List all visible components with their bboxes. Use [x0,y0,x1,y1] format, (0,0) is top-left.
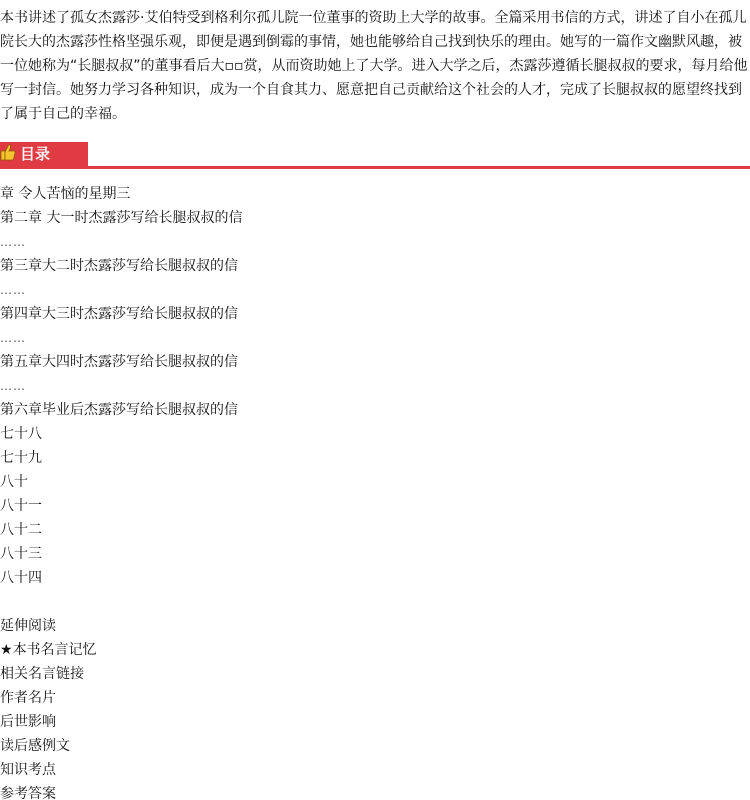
table-of-contents [0,182,750,590]
toc-item[interactable]: 第四章大三时杰露莎写给长腿叔叔的信 [0,306,238,322]
toc-item[interactable]: 八十 [0,474,28,490]
toc-ellipsis: …… [0,283,26,297]
toc-item[interactable]: 章 令人苦恼的星期三 [0,186,131,202]
extra-item-exam-points[interactable]: 知识考点 [0,762,56,778]
section-divider [0,166,750,169]
toc-item[interactable]: 八十一 [0,498,42,514]
toc-ellipsis: …… [0,379,26,393]
extra-item-quotes[interactable] [0,638,750,662]
toc-item[interactable]: 第二章 大一时杰露莎写给长腿叔叔的信 [0,210,243,226]
toc-item[interactable]: 八十三 [0,546,42,562]
toc-section-header [0,142,750,170]
toc-item[interactable]: 七十九 [0,450,42,466]
toc-item[interactable]: 第六章毕业后杰露莎写给长腿叔叔的信 [0,402,238,418]
extra-item-author-card[interactable]: 作者名片 [0,690,56,706]
extra-item-sample-essay[interactable]: 读后感例文 [0,738,70,754]
toc-item[interactable]: 八十二 [0,522,42,538]
extra-item-answers[interactable]: 参考答案 [0,786,56,800]
toc-title: 目录 [20,145,51,163]
toc-item[interactable]: 第五章大四时杰露莎写给长腿叔叔的信 [0,354,238,370]
toc-item[interactable]: 七十八 [0,426,42,442]
extended-reading-list [0,614,750,800]
extra-item-extended-reading[interactable]: 延伸阅读 [0,618,56,634]
thumbs-up-icon [0,143,16,161]
toc-tab [0,142,88,166]
extra-item-influence[interactable]: 后世影响 [0,714,56,730]
star-icon: ★ [0,642,13,658]
extra-item-label: 本书名言记忆 [12,642,97,658]
toc-item[interactable]: 八十四 [0,570,42,586]
extra-item-related-quotes[interactable]: 相关名言链接 [0,666,84,682]
toc-item[interactable]: 第三章大二时杰露莎写给长腿叔叔的信 [0,258,238,274]
toc-ellipsis: …… [0,235,26,249]
toc-ellipsis: …… [0,331,26,345]
intro-paragraph: 本书讲述了孤女杰露莎·艾伯特受到格利尔孤儿院一位董事的资助上大学的故事。全篇采用书信的方式，讲述了自小在孤儿院长大的杰露莎性格坚强乐观，即便是遇到倒霉的事情，她也能够给自己找到快乐的理由。她写的一篇作文幽默风趣，被一位她称为“长腿叔叔”的董事看后大▫▫赏，从而资助她上了大学。进入大学之后，杰露莎遵循长腿叔叔的要求，每月给他写一封信。她努力学习各种知识，成为一个自食其力、愿意把自己贡献给这个社会的人才，完成了长腿叔叔的愿望终找到了属于自己的幸福。 [0,10,748,122]
